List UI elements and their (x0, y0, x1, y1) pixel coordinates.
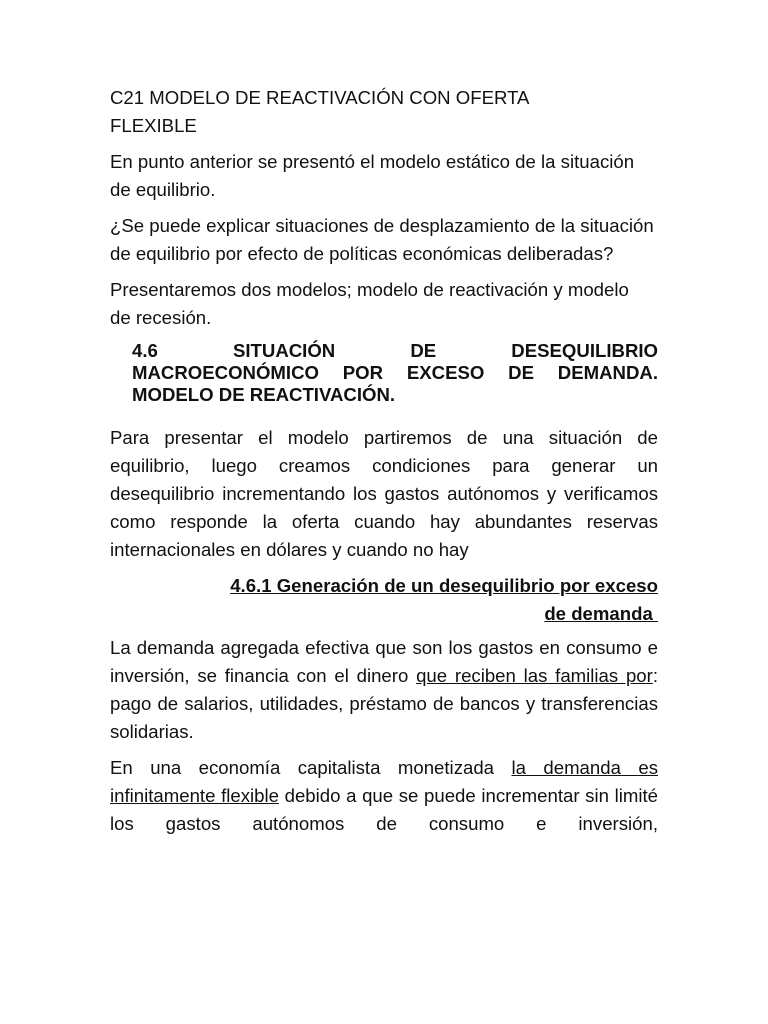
section-word: DESEQUILIBRIO (511, 340, 658, 361)
chapter-title-line2: FLEXIBLE (110, 115, 197, 136)
demand-paragraph (110, 634, 658, 746)
intro-paragraph: En punto anterior se presentó el modelo estático de la situación de equilibrio. (110, 151, 635, 200)
section-heading-rest: MACROECONÓMICO POR EXCESO DE DEMANDA. MODELO DE REACTIVACIÓN. (132, 362, 658, 405)
section-word: DE (410, 340, 437, 361)
chapter-title (110, 84, 658, 140)
section-word: SITUACIÓN (232, 340, 336, 361)
models-paragraph: Presentaremos dos modelos; modelo de reactivación y modelo de recesión. (110, 279, 629, 328)
capitalist-paragraph (110, 754, 658, 838)
question-paragraph: ¿Se puede explicar situaciones de desplazamiento de la situación de equilibrio por efecto de políticas económicas deliberadas? (110, 215, 654, 264)
section-heading-first-line (132, 340, 658, 362)
demand-underlined-text: que reciben las familias por (416, 665, 653, 686)
section-number: 4.6 (132, 340, 158, 361)
section-body-paragraph: Para presentar el modelo partiremos de una situación de equilibrio, luego creamos condiciones para generar un desequilibrio incrementando los gastos autónomos y verificamos como responde la oferta cuando hay abundantes reservas internacionales en dólares y cuando no hay (110, 427, 658, 560)
demand-text-end: : pago de salarios, utilidades, préstamo de bancos y transferencias solidarias. (110, 665, 659, 742)
subsection-heading-line2: de demanda (544, 603, 658, 624)
chapter-title-line1: C21 MODELO DE REACTIVACIÓN CON OFERTA (110, 87, 530, 108)
demand-text: La demanda agregada efectiva que son los gastos en consumo e inversión, se financia con el dinero (110, 637, 658, 686)
capitalist-text: En una economía capitalista monetizada (110, 757, 512, 778)
capitalist-text-end: debido a que se puede incrementar sin limité los gastos autónomos de consumo e inversión, (110, 785, 658, 834)
subsection-heading-line1: 4.6.1 Generación de un desequilibrio por exceso (230, 575, 658, 596)
capitalist-underlined-text: la demanda es infinitamente flexible (110, 757, 659, 806)
document-page (110, 84, 658, 846)
subsection-heading (110, 572, 658, 628)
section-heading (132, 340, 658, 406)
